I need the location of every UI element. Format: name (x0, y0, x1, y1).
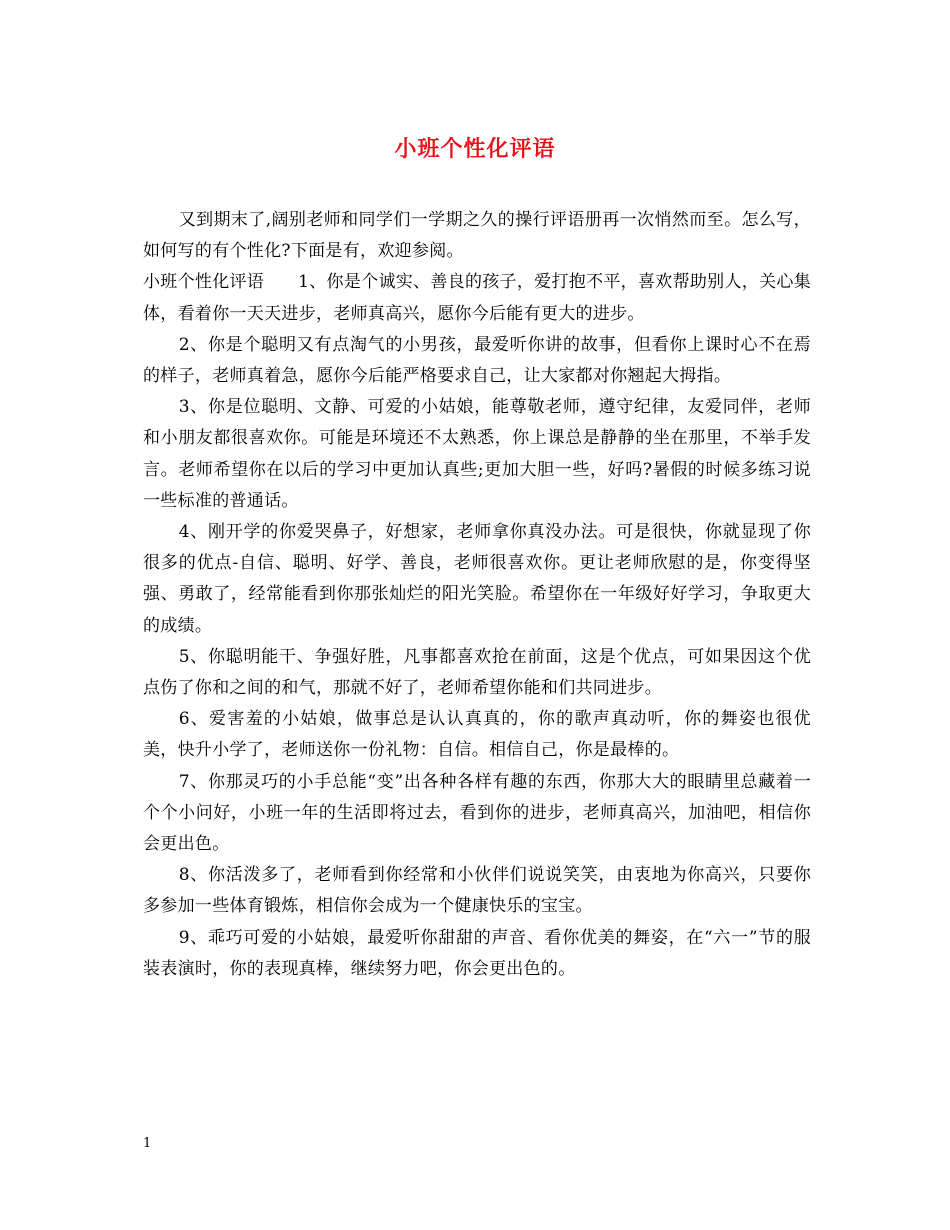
document-body (143, 205, 811, 985)
paragraph-2: 2、你是个聪明又有点淘气的小男孩，最爱听你讲的故事，但看你上课时心不在焉的样子，老师真着急，愿你今后能严格要求自己，让大家都对你翘起大拇指。 (143, 334, 811, 387)
paragraph-8: 8、你活泼多了，老师看到你经常和小伙伴们说说笑笑，由衷地为你高兴，只要你多参加一些体育锻炼，相信你会成为一个健康快乐的宝宝。 (143, 865, 811, 917)
first-item-paragraph (143, 267, 811, 329)
intro-paragraph: 又到期末了,阔别老师和同学们一学期之久的操行评语册再一次悄然而至。怎么写，如何写的有个性化?下面是有，欢迎参阅。 (143, 210, 811, 262)
paragraph-4: 4、刚开学的你爱哭鼻子，好想家，老师拿你真没办法。可是很快，你就显现了你很多的优点-自信、聪明、好学、善良，老师很喜欢你。更让老师欣慰的是，你变得坚强、勇敢了，经常能看到你那张灿烂的阳光笑脸。希望你在一年级好好学习，争取更大的成绩。 (143, 522, 811, 636)
document-title: 小班个性化评语 (394, 136, 556, 162)
paragraph-1: 1、你是个诚实、善良的孩子，爱打抱不平，喜欢帮助别人，关心集体，看着你一天天进步，老师真高兴，愿你今后能有更大的进步。 (143, 272, 811, 324)
paragraph-3: 3、你是位聪明、文静、可爱的小姑娘，能尊敬老师，遵守纪律，友爱同伴，老师和小朋友都很喜欢你。可能是环境还不太熟悉，你上课总是静静的坐在那里，不举手发言。老师希望你在以后的学习中更加认真些;更加大胆一些，好吗?暑假的时候多练习说一些标准的普通话。 (143, 397, 811, 511)
paragraph-9: 9、乖巧可爱的小姑娘，最爱听你甜甜的声音、看你优美的舞姿，在“六一”节的服装表演时，你的表现真棒，继续努力吧，你会更出色的。 (143, 927, 811, 979)
paragraph-5: 5、你聪明能干、争强好胜，凡事都喜欢抢在前面，这是个优点，可如果因这个优点伤了你和之间的和气，那就不好了，老师希望你能和们共同进步。 (143, 646, 811, 699)
paragraph-6: 6、爱害羞的小姑娘，做事总是认认真真的，你的歌声真动听，你的舞姿也很优美，快升小学了，老师送你一份礼物：自信。相信自己，你是最棒的。 (143, 709, 811, 761)
paragraph-7: 7、你那灵巧的小手总能“变”出各种各样有趣的东西，你那大大的眼睛里总藏着一个个小问好，小班一年的生活即将过去，看到你的进步，老师真高兴，加油吧，相信你会更出色。 (143, 771, 811, 855)
page-number: 1 (143, 1136, 152, 1151)
subheading: 小班个性化评语 (143, 272, 265, 293)
